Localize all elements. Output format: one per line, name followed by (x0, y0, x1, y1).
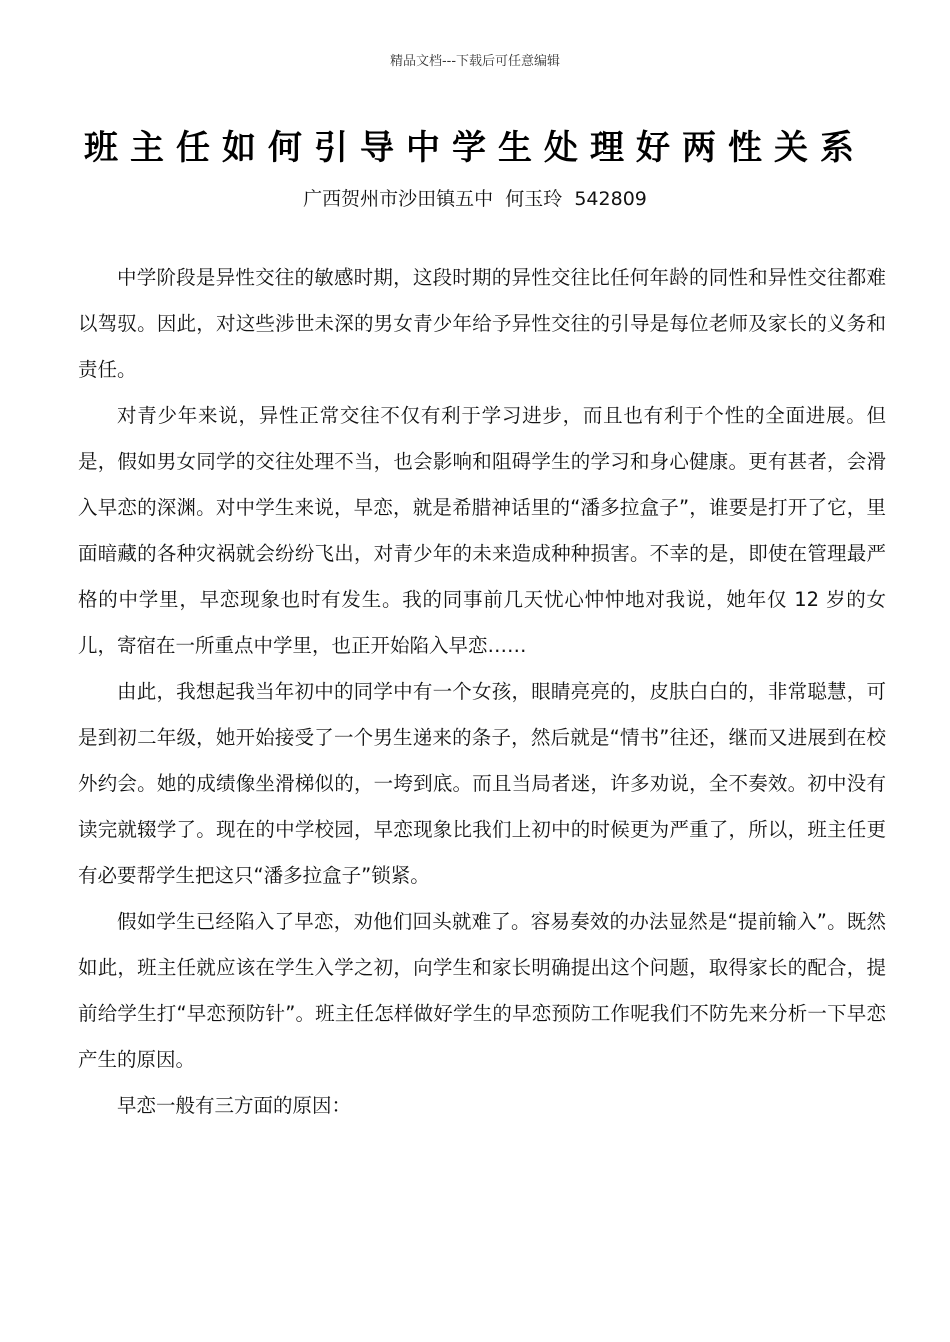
paragraph: 早恋一般有三方面的原因： (117, 1094, 352, 1117)
article-body (78, 255, 886, 1129)
byline-school: 广西贺州市沙田镇五中 (303, 188, 494, 210)
byline-postcode: 542809 (574, 188, 647, 210)
article-title: 班主任如何引导中学生处理好两性关系 (84, 128, 866, 168)
paragraph: 对青少年来说，异性正常交往不仅有利于学习进步，而且也有利于个性的全面进展。但是，假如男女同学的交往处理不当，也会影响和阻碍学生的学习和身心健康。更有甚者，会滑入早恋的深渊。对中学生来说，早恋，就是希腊神话里的“潘多拉盒子”，谁要是打开了它，里面暗藏的各种灾祸就会纷纷飞出，对青少年的未来造成种种损害。不幸的是，即使在管理最严格的中学里，早恋现象也时有发生。我的同事前几天忧心忡忡地对我说，她年仅 12 岁的女儿，寄宿在一所重点中学里，也正开始陷入早恋…… (78, 404, 886, 657)
paragraph: 中学阶段是异性交往的敏感时期，这段时期的异性交往比任何年龄的同性和异性交往都难以驾驭。因此，对这些涉世未深的男女青少年给予异性交往的引导是每位老师及家长的义务和责任。 (78, 266, 886, 381)
paragraph: 由此，我想起我当年初中的同学中有一个女孩，眼睛亮亮的，皮肤白白的，非常聪慧，可是到初二年级，她开始接受了一个男生递来的条子，然后就是“情书”往还，继而又进展到在校外约会。她的成绩像坐滑梯似的，一垮到底。而且当局者迷，许多劝说，全不奏效。初中没有读完就辍学了。现在的中学校园，早恋现象比我们上初中的时候更为严重了，所以，班主任更有必要帮学生把这只“潘多拉盒子”锁紧。 (78, 680, 886, 887)
byline-author: 何玉玲 (505, 188, 563, 210)
paragraph: 假如学生已经陷入了早恋，劝他们回头就难了。容易奏效的办法显然是“提前输入”。既然如此，班主任就应该在学生入学之初，向学生和家长明确提出这个问题，取得家长的配合，提前给学生打“早恋预防针”。班主任怎样做好学生的早恋预防工作呢我们不防先来分析一下早恋产生的原因。 (78, 910, 886, 1071)
header-note: 精品文档---下载后可任意编辑 (389, 54, 561, 69)
byline (0, 184, 950, 211)
